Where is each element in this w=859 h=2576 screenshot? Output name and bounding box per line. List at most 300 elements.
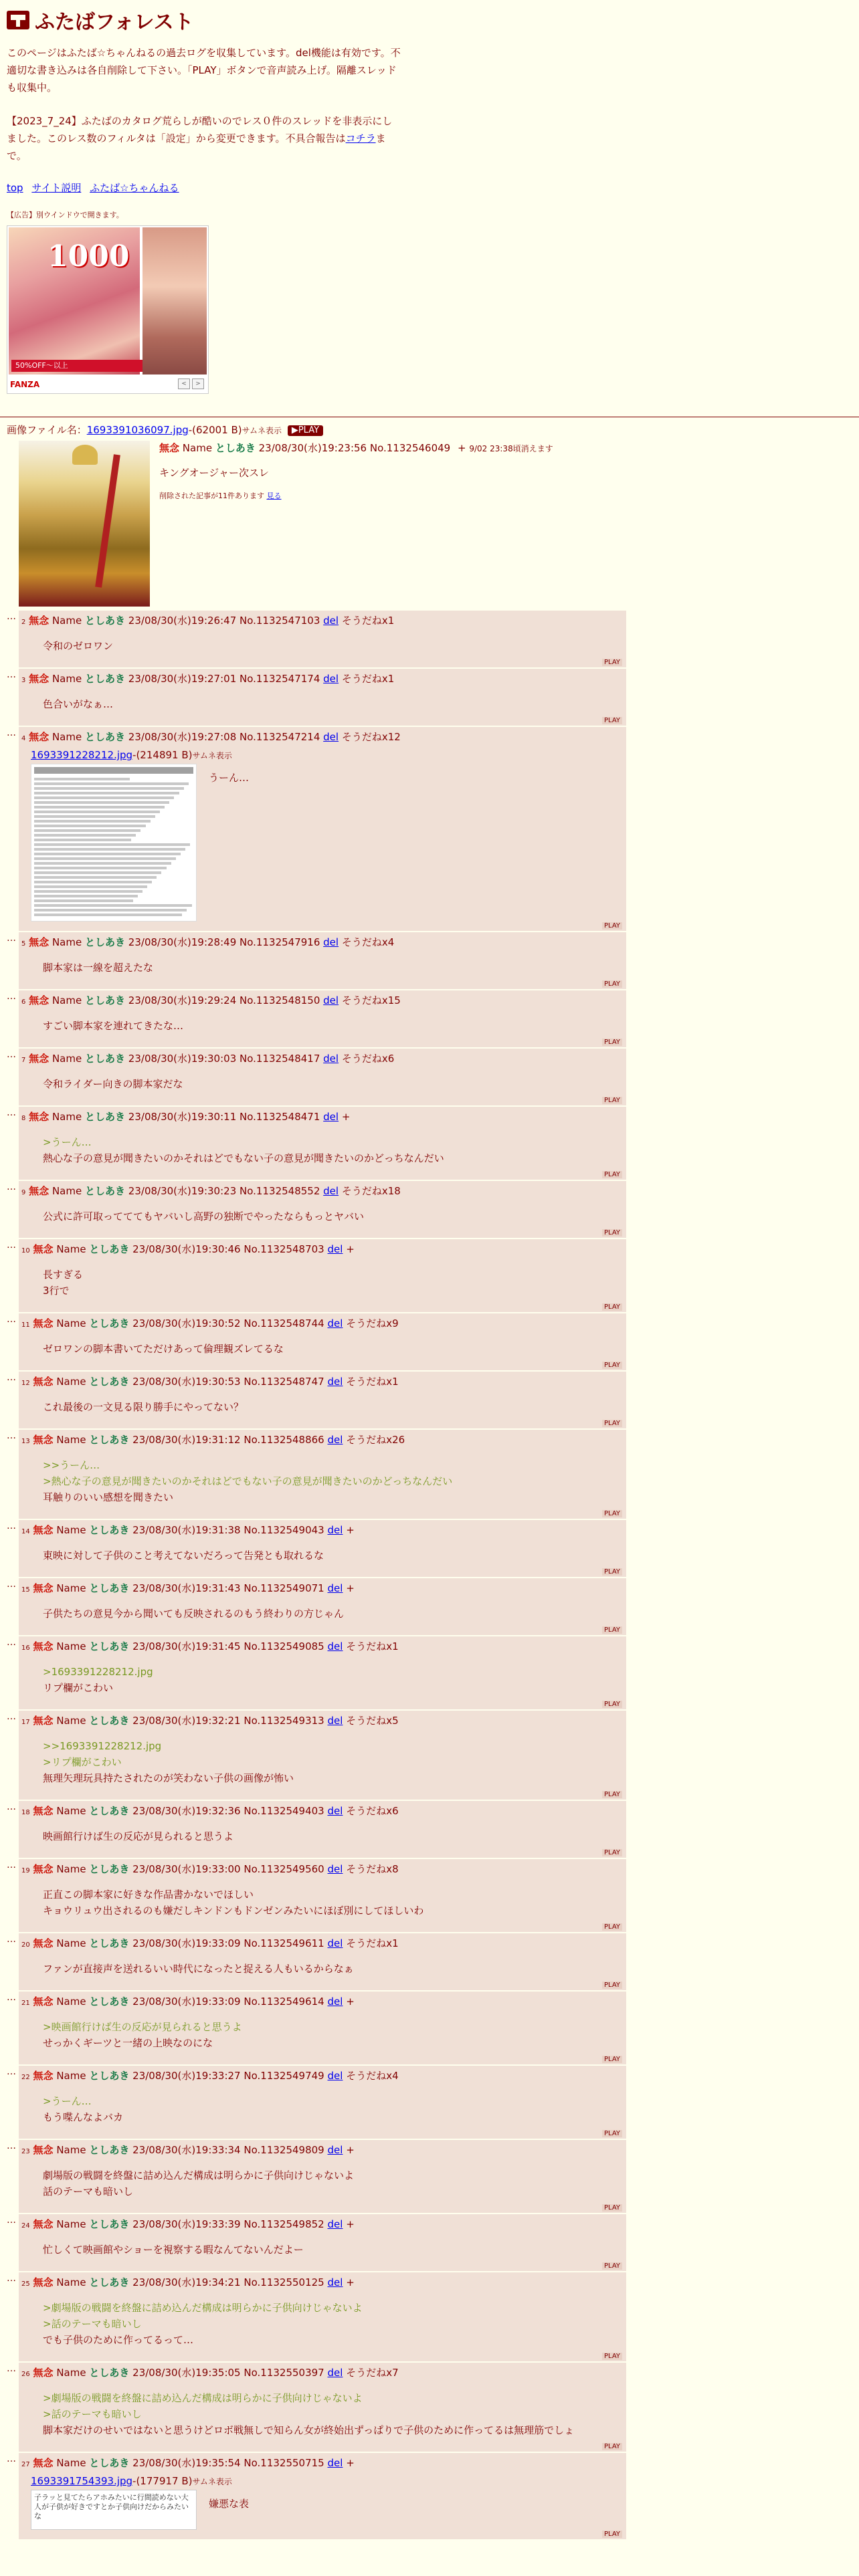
reply-dots: … (7, 1521, 16, 1531)
nav-links (7, 181, 852, 195)
reply-post (19, 1107, 626, 1180)
table-row (7, 1430, 852, 1519)
ad-next-button[interactable]: > (192, 379, 204, 389)
reply-file-line (31, 749, 622, 761)
text-line: すごい脚本家を連れてきたな… (43, 1020, 184, 1032)
reply-number: No.1132549043 (244, 1524, 324, 1536)
op-plus-button[interactable]: + (458, 442, 466, 454)
reply-datetime: 23/08/30(水)19:33:00 (132, 1863, 241, 1875)
reply-name: としあき (89, 1937, 130, 1949)
reply-post (19, 727, 626, 931)
reply-datetime: 23/08/30(水)19:30:03 (128, 1053, 237, 1065)
reply-subject: 無念 (29, 1053, 50, 1065)
sodane-button[interactable]: そうだねx5 (346, 1715, 399, 1727)
doc-line (34, 867, 167, 869)
nav-top-link[interactable]: top (7, 182, 23, 194)
op-file-link[interactable]: 1693391036097.jpg (86, 424, 189, 436)
del-link[interactable]: del (327, 1524, 343, 1536)
sodane-button[interactable]: そうだねx1 (341, 673, 395, 685)
reply-name: としあき (85, 731, 126, 743)
reply-dots: … (7, 669, 16, 680)
reply-number: No.1132548747 (244, 1376, 324, 1388)
sodane-button[interactable]: そうだねx1 (346, 1640, 399, 1652)
doc-line (34, 792, 179, 794)
quote-line: >うーん… (43, 2095, 92, 2107)
del-link[interactable]: del (323, 1185, 339, 1197)
reply-datetime: 23/08/30(水)19:33:27 (132, 2070, 241, 2082)
play-button[interactable]: PLAY (602, 1097, 622, 1104)
sodane-button[interactable]: + (346, 1524, 355, 1536)
del-link[interactable]: del (323, 994, 339, 1006)
reply-number: No.1132547174 (240, 673, 320, 685)
reply-dots: … (7, 1711, 16, 1722)
reply-post (19, 1578, 626, 1635)
reply-subject: 無念 (33, 1715, 54, 1727)
show-deleted-link[interactable]: 見る (266, 492, 282, 500)
reply-name: としあき (89, 2070, 130, 2082)
sodane-button[interactable]: + (346, 1243, 355, 1255)
op-header (159, 441, 553, 455)
reply-index: 8 (21, 1115, 26, 1122)
text-line: 話のテーマも暗いし (43, 2185, 134, 2197)
reply-name-label: Name (56, 1715, 86, 1727)
text-line: リプ欄がこわい (43, 1682, 114, 1694)
sodane-button[interactable]: そうだねx1 (346, 1937, 399, 1949)
table-row (7, 1992, 852, 2064)
reply-subject: 無念 (33, 1582, 54, 1594)
reply-dots: … (7, 2363, 16, 2374)
reply-text (43, 2167, 622, 2199)
reply-text (43, 1399, 622, 1415)
table-row (7, 1933, 852, 1990)
nav-about-link[interactable]: サイト説明 (31, 182, 82, 194)
del-link[interactable]: del (327, 2276, 343, 2288)
reply-subject: 無念 (29, 1185, 50, 1197)
reply-subject: 無念 (33, 1524, 54, 1536)
reply-dots: … (7, 728, 16, 738)
del-link[interactable]: del (327, 1715, 343, 1727)
play-button[interactable]: PLAY (602, 1626, 622, 1634)
report-link[interactable]: コチラ (345, 132, 376, 144)
play-button[interactable]: PLAY (602, 2262, 622, 2270)
play-button[interactable]: PLAY (602, 2056, 622, 2063)
del-link[interactable]: del (327, 1863, 343, 1875)
sodane-button[interactable]: + (346, 2457, 355, 2469)
reply-text (43, 696, 622, 712)
sodane-button[interactable]: そうだねx12 (341, 731, 401, 743)
del-link[interactable]: del (327, 1243, 343, 1255)
text-line: 令和のゼロワン (43, 640, 114, 652)
doc-line (34, 801, 169, 804)
table-row (7, 727, 852, 931)
reply-text (43, 1961, 622, 1977)
reply-text (43, 1887, 622, 1919)
text-line: でも子供のために作ってるって… (43, 2334, 194, 2346)
sodane-button[interactable]: そうだねx6 (341, 1053, 395, 1065)
text-line: ファンが直接声を送れるいい時代になったと捉える人もいるからなぁ (43, 1963, 354, 1975)
reply-index: 25 (21, 2280, 30, 2288)
reply-post (19, 2066, 626, 2139)
doc-line (34, 895, 138, 897)
del-link[interactable]: del (323, 731, 339, 743)
reply-thumbnail[interactable]: 子ラッと見てたらアホみたいに行間読めない大人が子供が好きですとか子供向けだからみたいな (31, 2490, 197, 2530)
table-row (7, 1049, 852, 1105)
reply-post (19, 1313, 626, 1370)
table-row (7, 1578, 852, 1635)
doc-line (34, 871, 161, 874)
reply-text (43, 638, 622, 654)
reply-index: 11 (21, 1321, 30, 1329)
reply-index: 22 (21, 2074, 30, 2081)
reply-number: No.1132548703 (244, 1243, 324, 1255)
reply-name: としあき (89, 1317, 130, 1329)
sodane-button[interactable]: そうだねx7 (346, 2367, 399, 2379)
reply-dots: … (7, 933, 16, 944)
reply-datetime: 23/08/30(水)19:33:34 (132, 2144, 241, 2156)
reply-header (21, 1936, 622, 1953)
play-button[interactable]: PLAY (602, 2130, 622, 2137)
play-button[interactable]: PLAY (602, 1171, 622, 1178)
table-row (7, 669, 852, 726)
reply-datetime: 23/08/30(水)19:32:36 (132, 1805, 241, 1817)
quote-line: >話のテーマも暗いし (43, 2318, 142, 2330)
ad-image-right[interactable] (142, 227, 207, 374)
text-line: 脚本家は一線を超えたな (43, 962, 154, 974)
reply-file-link[interactable]: 1693391228212.jpg (31, 749, 133, 761)
text-line: 令和ライダー向きの脚本家だな (43, 1078, 183, 1090)
reply-subject: 無念 (33, 2457, 54, 2469)
reply-datetime: 23/08/30(水)19:31:45 (132, 1640, 241, 1652)
site-title (7, 5, 852, 35)
del-link[interactable]: del (327, 2367, 343, 2379)
text-line: 公式に許可取ってててもヤバいし高野の独断でやったならもっとヤバい (43, 1210, 365, 1222)
ad-banner[interactable] (7, 225, 209, 394)
reply-datetime: 23/08/30(水)19:30:52 (132, 1317, 241, 1329)
op-text: キングオージャー次スレ (159, 467, 269, 479)
sodane-button[interactable]: そうだねx18 (341, 1185, 401, 1197)
reply-subject: 無念 (33, 1937, 54, 1949)
reply-index: 3 (21, 677, 26, 684)
reply-name: としあき (89, 2457, 130, 2469)
reply-datetime: 23/08/30(水)19:34:21 (132, 2276, 241, 2288)
doc-line (34, 914, 182, 916)
play-button[interactable]: PLAY (602, 2531, 622, 2538)
reply-name: としあき (85, 673, 126, 685)
play-button[interactable]: PLAY (602, 717, 622, 724)
reply-name: としあき (89, 1243, 130, 1255)
reply-text (43, 1208, 622, 1224)
reply-name-label: Name (52, 994, 82, 1006)
play-button[interactable]: PLAY (602, 1510, 622, 1517)
text-line: 映画館行けば生の反応が見られると思うよ (43, 1830, 234, 1842)
reply-name-label: Name (56, 2457, 86, 2469)
reply-subject: 無念 (33, 2070, 54, 2082)
text-line: もう喋んなよバカ (43, 2111, 124, 2123)
table-row (7, 1372, 852, 1428)
doc-line (34, 909, 187, 911)
reply-post (19, 1430, 626, 1519)
reply-number: No.1132548744 (244, 1317, 324, 1329)
quote-line: >劇場版の戦闘を終盤に詰め込んだ構成は明らかに子供向けじゃないよ (43, 2392, 363, 2404)
intro-text-2-post: まで。 (7, 132, 386, 162)
reply-name-label: Name (56, 2367, 86, 2379)
text-line: 嫌悪な表 (209, 2498, 250, 2510)
play-button[interactable]: PLAY (602, 1039, 622, 1046)
reply-index: 27 (21, 2461, 30, 2468)
reply-number: No.1132548150 (240, 994, 320, 1006)
play-button[interactable]: PLAY (602, 1229, 622, 1237)
op-play-button[interactable]: ▶PLAY (288, 425, 323, 436)
reply-header (21, 2275, 622, 2292)
table-row (7, 1636, 852, 1709)
quote-line: >うーん… (43, 1136, 92, 1148)
doc-line (34, 815, 155, 818)
text-line: 正直この脚本家に好きな作品書かないでほしい (43, 1889, 254, 1901)
reply-header (21, 935, 622, 952)
reply-post (19, 932, 626, 989)
reply-dots: … (7, 1579, 16, 1590)
reply-number: No.1132547916 (240, 936, 320, 948)
reply-name-label: Name (56, 2218, 86, 2230)
reply-name-label: Name (56, 1937, 86, 1949)
op-file-line (7, 423, 852, 437)
reply-text (43, 960, 622, 976)
del-link[interactable]: del (327, 2218, 343, 2230)
reply-subject: 無念 (33, 1863, 54, 1875)
reply-number: No.1132547214 (240, 731, 320, 743)
intro (7, 44, 401, 165)
play-button[interactable]: PLAY (602, 2204, 622, 2212)
del-link[interactable]: del (327, 1805, 343, 1817)
reply-name-label: Name (56, 1805, 86, 1817)
reply-post (19, 669, 626, 726)
del-link[interactable]: del (327, 1996, 343, 2008)
reply-name-label: Name (56, 1996, 86, 2008)
sodane-button[interactable]: そうだねx15 (341, 994, 401, 1006)
nav-futaba-link[interactable]: ふたば☆ちゃんねる (90, 182, 179, 194)
reply-file-line (31, 2475, 622, 2487)
del-link[interactable]: del (327, 2457, 343, 2469)
play-button[interactable]: PLAY (602, 980, 622, 988)
ad-prev-button[interactable]: < (178, 379, 190, 389)
sodane-button[interactable]: + (346, 1996, 355, 2008)
del-link[interactable]: del (327, 1376, 343, 1388)
op-body (159, 441, 553, 607)
doc-heading (34, 767, 193, 774)
play-button[interactable]: PLAY (602, 1981, 622, 1989)
play-button[interactable]: PLAY (602, 659, 622, 666)
reply-post (19, 2363, 626, 2452)
page-header (0, 0, 859, 394)
doc-line (34, 787, 184, 790)
reply-number: No.1132549560 (244, 1863, 324, 1875)
reply-datetime: 23/08/30(水)19:30:11 (128, 1111, 237, 1123)
reply-header (21, 1109, 622, 1126)
reply-subject: 無念 (33, 1243, 54, 1255)
op-file-size: -(62001 B) (188, 424, 242, 436)
reply-header (21, 1432, 622, 1449)
play-button[interactable]: PLAY (602, 1568, 622, 1576)
reply-text (209, 770, 249, 922)
reply-datetime: 23/08/30(水)19:30:46 (132, 1243, 241, 1255)
reply-header (21, 1639, 622, 1656)
quote-line: >>1693391228212.jpg (43, 1740, 162, 1752)
sodane-button[interactable]: そうだねx1 (341, 615, 395, 627)
del-link[interactable]: del (323, 936, 339, 948)
del-link[interactable]: del (327, 1937, 343, 1949)
reply-dots: … (7, 1107, 16, 1118)
reply-name: としあき (89, 1996, 130, 2008)
text-line: ゼロワンの脚本書いてただけあって倫理観ズレてるな (43, 1343, 284, 1355)
text-line: うーん… (209, 772, 250, 784)
del-link[interactable]: del (327, 1434, 343, 1446)
del-link[interactable]: del (323, 1111, 339, 1123)
sodane-button[interactable]: + (346, 1582, 355, 1594)
del-link[interactable]: del (327, 1582, 343, 1594)
sodane-button[interactable]: + (346, 2276, 355, 2288)
table-row (7, 1107, 852, 1180)
reply-dots: … (7, 1992, 16, 2003)
play-button[interactable]: PLAY (602, 1362, 622, 1369)
text-line: 耳触りのいい感想を聞きたい (43, 1491, 174, 1503)
table-row (7, 1801, 852, 1858)
play-button[interactable]: PLAY (602, 1303, 622, 1311)
del-link[interactable]: del (323, 673, 339, 685)
thumb-note: サムネ表示 (242, 426, 282, 435)
text-line: 脚本家だけのせいではないと思うけどロボ戦無しで知らん女が終始出ずっぱりで子供のために作ってるは無理筋でしょ (43, 2424, 575, 2436)
reply-number: No.1132550715 (244, 2457, 324, 2469)
sodane-button[interactable]: + (346, 2218, 355, 2230)
reply-dots: … (7, 2454, 16, 2464)
reply-text (43, 2019, 622, 2051)
del-link[interactable]: del (327, 2070, 343, 2082)
table-row (7, 2363, 852, 2452)
reply-post (19, 1992, 626, 2064)
reply-datetime: 23/08/30(水)19:31:43 (132, 1582, 241, 1594)
op-thumbnail[interactable] (19, 441, 150, 607)
reply-text (43, 1664, 622, 1696)
op-subject: 無念 (159, 442, 180, 454)
reply-name-label: Name (56, 1243, 86, 1255)
sodane-button[interactable]: そうだねx4 (346, 2070, 399, 2082)
quote-line: >1693391228212.jpg (43, 1666, 153, 1678)
reply-index: 7 (21, 1057, 26, 1064)
del-link[interactable]: del (327, 2144, 343, 2156)
play-button[interactable]: PLAY (602, 1923, 622, 1931)
del-link[interactable]: del (327, 1317, 343, 1329)
play-button[interactable]: PLAY (602, 1420, 622, 1427)
reply-name: としあき (85, 1053, 126, 1065)
reply-thumbnail[interactable] (31, 764, 197, 922)
reply-post (19, 1933, 626, 1990)
reply-text (43, 1547, 622, 1564)
reply-name: としあき (89, 1376, 130, 1388)
reply-name-label: Name (52, 1053, 82, 1065)
table-row (7, 2272, 852, 2361)
sodane-button[interactable]: そうだねx9 (346, 1317, 399, 1329)
reply-header (21, 1051, 622, 1068)
text-line: 劇場版の戦闘を終盤に詰め込んだ構成は明らかに子供向けじゃないよ (43, 2169, 355, 2181)
reply-header (21, 2456, 622, 2472)
sodane-button[interactable]: そうだねx6 (346, 1805, 399, 1817)
reply-text (43, 1828, 622, 1844)
reply-index: 18 (21, 1809, 30, 1816)
reply-file-link[interactable]: 1693391754393.jpg (31, 2475, 133, 2487)
reply-dots: … (7, 1240, 16, 1251)
play-button[interactable]: PLAY (602, 1849, 622, 1856)
thumb-note: サムネ表示 (192, 751, 232, 760)
play-button[interactable]: PLAY (602, 1791, 622, 1798)
reply-dots: … (7, 1430, 16, 1441)
reply-text (43, 2242, 622, 2258)
reply-dots: … (7, 1372, 16, 1383)
reply-subject: 無念 (29, 731, 50, 743)
play-button[interactable]: PLAY (602, 2443, 622, 2450)
reply-index: 16 (21, 1644, 30, 1652)
play-button[interactable]: PLAY (602, 922, 622, 930)
reply-number: No.1132550125 (244, 2276, 324, 2288)
reply-name: としあき (89, 1805, 130, 1817)
reply-name-label: Name (56, 1434, 86, 1446)
del-link[interactable]: del (327, 1640, 343, 1652)
reply-dots: … (7, 1934, 16, 1945)
intro-text-1: このページはふたば☆ちゃんねるの過去ログを収集しています。del機能は有効です。不適切な書き込みは各自削除して下さい。「PLAY」ボタンで音声読み上げ。隔離スレッドも収集中。 (7, 47, 401, 94)
reply-number: No.1132549749 (244, 2070, 324, 2082)
reply-text (43, 2390, 622, 2438)
reply-number: No.1132548417 (240, 1053, 320, 1065)
reply-file-size: -(177917 B) (132, 2475, 193, 2487)
reply-name: としあき (89, 1640, 130, 1652)
text-line: 熱心な子の意見が聞きたいのかそれはどでもない子の意見が聞きたいのかどっちなんだい (43, 1152, 444, 1164)
text-line: 忙しくて映画館やショーを視察する暇なんてないんだよー (43, 2244, 304, 2256)
thumb-note: サムネ表示 (192, 2477, 232, 2486)
play-button[interactable]: PLAY (602, 1701, 622, 1708)
reply-index: 4 (21, 735, 26, 742)
reply-dots: … (7, 1637, 16, 1648)
reply-post (19, 1181, 626, 1238)
sodane-button[interactable]: そうだねx26 (346, 1434, 405, 1446)
reply-datetime: 23/08/30(水)19:33:09 (132, 1996, 241, 2008)
text-line: 長すぎる (43, 1269, 84, 1281)
sodane-button[interactable]: そうだねx1 (346, 1376, 399, 1388)
reply-header (21, 1184, 622, 1200)
doc-line (34, 857, 176, 860)
reply-post (19, 1372, 626, 1428)
del-link[interactable]: del (323, 615, 339, 627)
text-line: 色合いがなぁ… (43, 698, 114, 710)
reply-header (21, 2217, 622, 2234)
sodane-button[interactable]: そうだねx4 (341, 936, 395, 948)
reply-header (21, 2068, 622, 2085)
play-button[interactable]: PLAY (602, 2353, 622, 2360)
op-number: No.1132546049 (369, 442, 451, 454)
reply-post (19, 1859, 626, 1932)
reply-header (21, 1713, 622, 1730)
sodane-button[interactable]: そうだねx8 (346, 1863, 399, 1875)
ad-pager (178, 379, 204, 389)
reply-number: No.1132548471 (240, 1111, 320, 1123)
reply-name-label: Name (56, 1863, 86, 1875)
reply-name-label: Name (52, 673, 82, 685)
sodane-button[interactable]: + (341, 1111, 351, 1123)
reply-datetime: 23/08/30(水)19:30:53 (132, 1376, 241, 1388)
reply-subject: 無念 (33, 2276, 54, 2288)
reply-name: としあき (89, 2144, 130, 2156)
del-link[interactable]: del (323, 1053, 339, 1065)
sodane-button[interactable]: + (346, 2144, 355, 2156)
text-line: 無理矢理玩具持たされたのが笑わない子供の画像が怖い (43, 1772, 294, 1784)
text-line: 子供たちの意見今から聞いても反映されるのもう終わりの方じゃん (43, 1608, 345, 1620)
